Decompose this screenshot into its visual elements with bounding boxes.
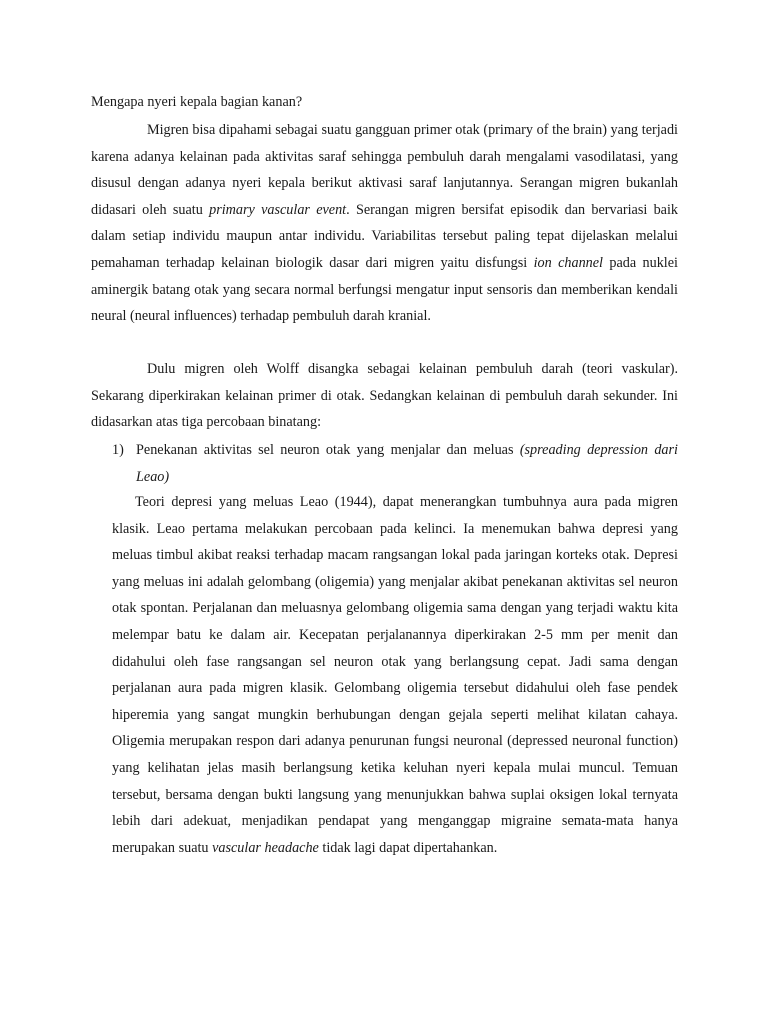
list-number: 1)	[112, 442, 124, 458]
paragraph-text: pada nuklei aminergik batang otak yang secara normal berfungsi mengatur input sensoris dan memberikan kendali neural (neural influences) terhadap pembuluh darah kranial.	[91, 254, 678, 325]
italic-term: primary vascular event	[209, 201, 347, 218]
paragraph-wolff-theory: Dulu migren oleh Wolff disangka sebagai kelainan pembuluh darah (teori vaskular). Sekarang diperkirakan kelainan primer di otak. Sedangkan kelainan di pembuluh darah sekunder. Ini didasarkan atas tiga percobaan binatang:	[91, 361, 678, 431]
list-item-heading	[136, 437, 678, 490]
paragraph-text: Migren bisa dipahami sebagai suatu gangguan primer otak (primary of the brain) yang terjadi karena adanya kelainan pada aktivitas saraf sehingga pembuluh darah mengalami vasodilatasi, yang disusul dengan adanya nyeri kepala berikut aktivasi saraf lanjutannya. Serangan migren bukanlah didasari oleh suatu	[91, 122, 678, 218]
italic-term: ion channel	[533, 254, 603, 271]
list-item-body	[112, 489, 678, 861]
paragraph-text: tidak lagi dapat dipertahankan.	[318, 839, 498, 856]
document-heading: Mengapa nyeri kepala bagian kanan?	[91, 94, 303, 110]
list-heading-text: Penekanan aktivitas sel neuron otak yang menjalar dan meluas	[136, 442, 520, 458]
italic-term: (spreading depression dari Leao)	[136, 442, 678, 485]
paragraph-text: Teori depresi yang meluas Leao (1944), dapat menerangkan tumbuhnya aura pada migren klasik. Leao pertama melakukan percobaan pada kelinci. Ia menemukan bahwa depresi yang meluas timbul akibat reaksi terhadap macam rangsangan lokal pada jaringan korteks otak. Depresi yang meluas ini adalah gelombang (oligemia) yang menjalar akibat penekanan aktivitas sel neuron otak spontan. Perjalanan dan meluasnya gelombang oligemia sama dengan yang terjadi waktu kita melempar batu ke dalam air. Kecepatan perjalanannya diperkirakan 2-5 mm per menit dan didahului oleh fase rangsangan sel neuron otak yang berlangsung cepat. Jadi sama dengan perjalanan aura pada migren klasik. Gelombang oligemia tersebut didahului oleh fase pendek hiperemia yang sangat mungkin berhubungan dengan gejala seperti melihat kilatan cahaya. Oligemia merupakan respon dari adanya penurunan fungsi neuronal (depressed neuronal function) yang kelihatan jelas masih berlangsung ketika keluhan nyeri kepala mulai muncul. Temuan tersebut, bersama dengan bukti langsung yang menunjukkan bahwa suplai oksigen lokal ternyata lebih dari adekuat, menjadikan pendapat yang menganggap migraine semata-mata hanya merupakan suatu	[112, 494, 678, 856]
paragraph-text: . Serangan migren bersifat episodik dan bervariasi baik dalam setiap individu maupun antar individu. Variabilitas tersebut paling tepat dijelaskan melalui pemahaman terhadap kelainan biologik dasar dari migren yaitu disfungsi	[91, 201, 678, 271]
italic-term: vascular headache	[212, 839, 319, 856]
paragraph-migraine-definition	[91, 117, 678, 330]
